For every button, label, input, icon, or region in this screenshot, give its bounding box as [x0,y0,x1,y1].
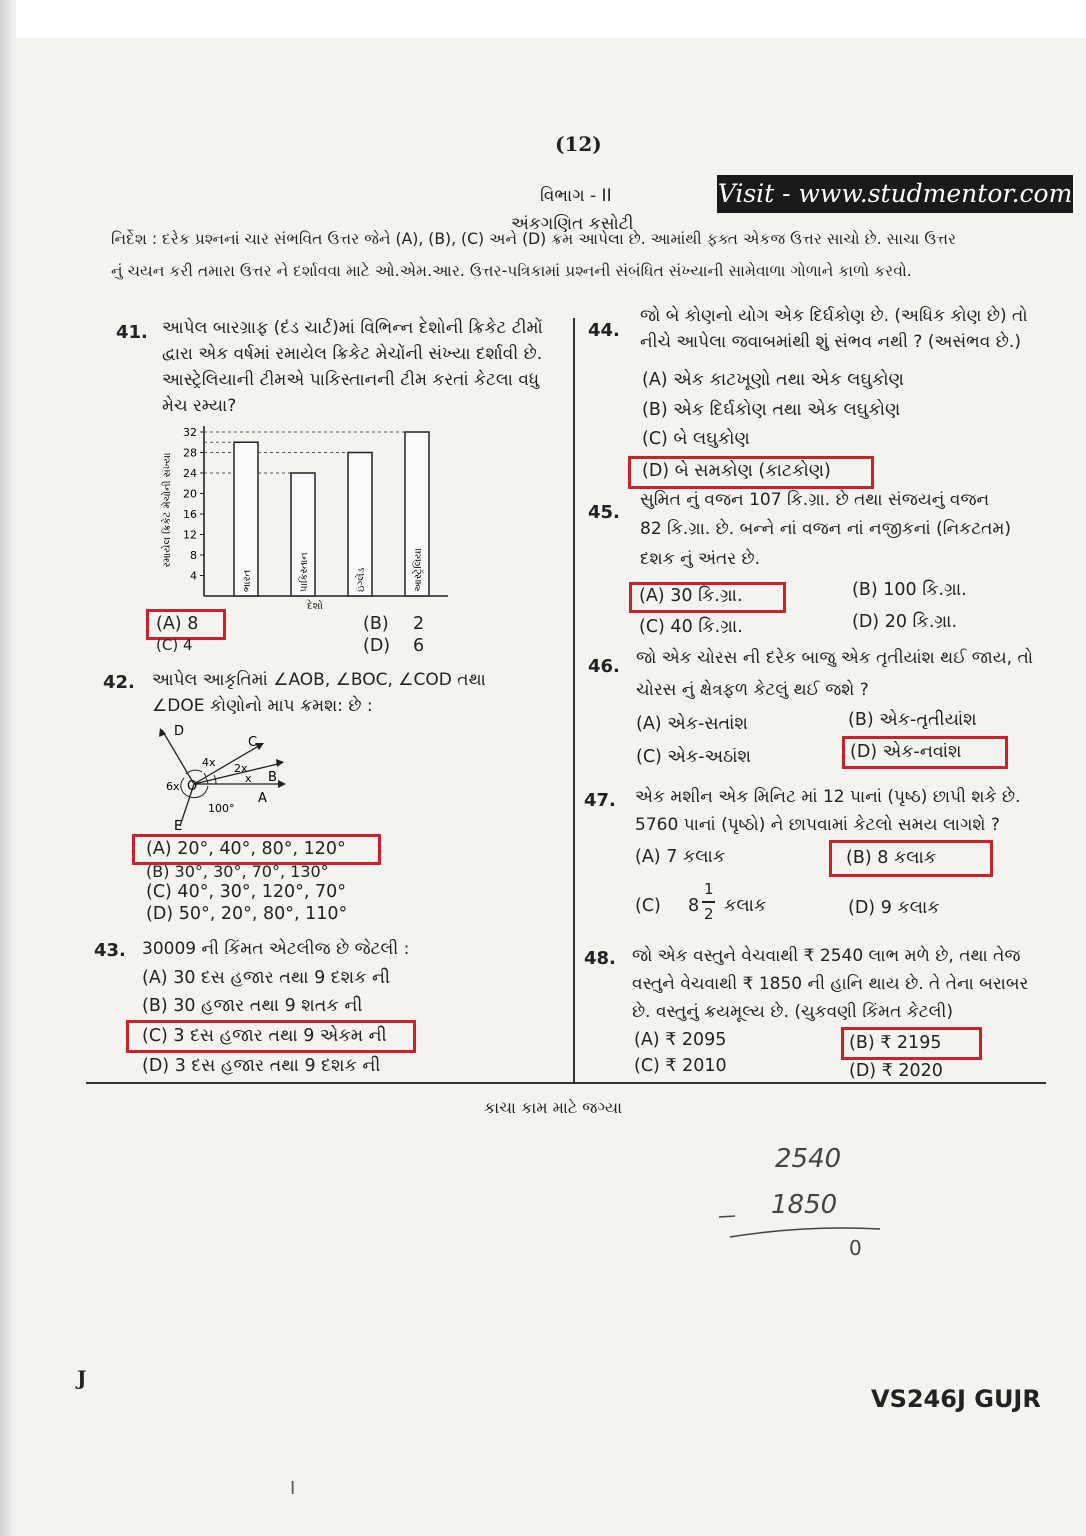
q47-option-d[interactable]: (D) 9 કલાક [848,898,940,918]
handwritten-scribble [715,1125,890,1260]
q44-option-c[interactable]: (C) બે લઘુકોણ [642,429,750,449]
q46-option-a[interactable]: (A) એક-સતાંશ [636,714,748,734]
q46-line-1: જો એક ચોરસ ની દરેક બાજુ એક તૃતીયાંશ થઈ જાય, તો [636,648,1033,668]
label-x: x [245,772,252,785]
q43-option-d[interactable]: (D) 3 દસ હજાર તથા 9 દશક ની [142,1056,381,1076]
y-tick-label: 4 [190,569,197,583]
q47-number: 47. [584,790,616,811]
q45-option-b[interactable]: (B) 100 કિ.ગ્રા. [852,580,967,600]
y-tick-label: 24 [183,467,197,480]
q44-option-a[interactable]: (A) એક કાટખૂણો તથા એક લઘુકોણ [642,370,904,390]
y-tick-label: 20 [183,487,197,501]
watermark-banner[interactable]: Visit - www.studmentor.com [717,175,1073,213]
q43-option-a[interactable]: (A) 30 દસ હજાર તથા 9 દશક ની [142,968,391,988]
q47-option-c[interactable]: (C) [635,896,661,916]
q48-option-a[interactable]: (A) ₹ 2095 [634,1030,727,1050]
q43-stem: 30009 ની કિંમત એટલીજ છે જેટલી : [142,939,410,959]
bar-label-4: આસ્ટ્રેલિયા [413,548,424,592]
q45-line-2: 82 કિ.ગ્રા. છે. બન્ને નાં વજન નાં નજીકનાં (નિકટતમ) [640,519,1012,539]
q47-option-c-unit: કલાક [724,896,767,916]
q48-line-1: જો એક વસ્તુને વેચવાથી ₹ 2540 લાભ મળે છે, તથા તેજ [632,946,1021,966]
bar-label-3: ઇંગ્લેંડ [356,567,367,592]
q44-option-d[interactable]: (D) બે સમકોણ (કાટકોણ) [642,461,831,481]
q48-option-c[interactable]: (C) ₹ 2010 [634,1056,727,1076]
q47-line-1: એક મશીન એક મિનિટ માં 12 પાનાં (પૃષ્ઠ) છાપી શકે છે. [635,787,1021,807]
q44-option-b[interactable]: (B) એક દિર્ઘકોણ તથા એક લઘુકોણ [642,400,901,420]
q45-option-d[interactable]: (D) 20 કિ.ગ્રા. [852,612,958,632]
q42-angle-figure [150,722,310,830]
q41-option-b-value: 2 [413,614,425,634]
bar-label-1: ભારત [242,569,253,592]
scribble-2540: 2540 [775,1144,842,1174]
q42-number: 42. [103,672,135,693]
q47-option-c-whole: 8 [688,896,700,916]
q41-number: 41. [116,322,148,343]
q47-option-c-denominator: 2 [704,905,714,923]
q41-line-1: આપેલ બારગ્રાફ (દંડ ચાર્ટ)માં વિભિન્ન દેશોની ક્રિકેટ ટીમોં [162,318,543,338]
q42-option-b[interactable]: (B) 30°, 30°, 70°, 130° [146,862,329,881]
q47-option-c-numerator: 1 [704,880,714,898]
section-title: અંકગણિત કસોટી [511,214,634,234]
footer-code: VS246J GUJR [871,1385,1041,1413]
q41-option-a[interactable]: (A) 8 [156,614,199,634]
label-e: E [174,819,183,830]
q43-number: 43. [94,940,126,961]
q45-line-3: દશક નું અંતર છે. [640,549,761,569]
q48-line-3: છે. વસ્તુનું ક્રયમૂલ્ય છે. (ચુકવણી કિંમત કેટલી) [632,1002,954,1022]
label-a: A [258,791,267,806]
label-6x: 6x [166,780,180,793]
label-100deg: 100° [208,802,235,815]
q46-line-2: ચોરસ નું ક્ષેત્રફળ કેટલું થઈ જશે ? [636,680,869,700]
q41-line-4: મેચ રમ્યા? [162,396,237,416]
bar-label-2: પાકિસ્તાન [299,552,310,592]
q44-number: 44. [588,320,620,341]
rough-work-label: કાચા કામ માટે જગ્યા [484,1098,623,1117]
q42-option-d[interactable]: (D) 50°, 20°, 80°, 110° [146,904,348,924]
y-tick-label: 16 [183,508,197,521]
chart-xlabel: દેશો [307,601,323,610]
q47-fraction-bar [702,901,715,903]
label-b: B [268,770,277,785]
page-top-margin [0,0,1086,38]
q43-option-c[interactable]: (C) 3 દસ હજાર તથા 9 એકમ ની [142,1026,387,1046]
q43-option-b[interactable]: (B) 30 હજાર તથા 9 શતક ની [142,996,363,1016]
footer-mark: I [290,1478,296,1499]
instructions-line-1: નિર્દેશ : દરેક પ્રશ્નનાં ચાર સંભવિત ઉત્તર જેને (A), (B), (C) અને (D) ક્રમ આપેલા છે. આમાંથી ફક્ત એકજ ઉત્તર સાચો છે. સાચા ઉત્તર [111,230,957,248]
q44-line-2: નીચે આપેલા જવાબમાંથી શું સંભવ નથી ? (અસંભવ છે.) [640,332,1021,352]
q41-option-c[interactable]: (C) 4 [156,636,193,654]
y-tick-label: 32 [183,426,197,439]
label-4x: 4x [202,756,216,769]
q46-option-b[interactable]: (B) એક-તૃતીયાંશ [848,710,977,730]
q42-option-c[interactable]: (C) 40°, 30°, 120°, 70° [146,882,347,902]
chart-ylabel: રમાયેલ ક્રિકેટ મેચોની સંખ્યા [162,452,173,568]
q48-line-2: વસ્તુને વેચવાથી ₹ 1850 ની હાનિ થાય છે. તે તેના બરાબર [632,974,1029,994]
q46-option-c[interactable]: (C) એક-અઠાંશ [636,747,751,767]
q41-option-b[interactable]: (B) [363,614,389,634]
q45-option-c[interactable]: (C) 40 કિ.ગ્રા. [639,617,743,637]
footer-series-letter: J [77,1366,87,1390]
q42-line-1: આપેલ આકૃતિમાં ∠AOB, ∠BOC, ∠COD તથા [152,670,486,690]
q47-line-2: 5760 પાનાં (પૃષ્ઠો) ને છાપવામાં કેટલો સમય લાગશે ? [635,815,1000,835]
q45-line-1: સુમિત નું વજન 107 કિ.ગ્રા. છે તથા સંજયનું વજન [640,490,990,510]
q48-option-b[interactable]: (B) ₹ 2195 [849,1033,942,1053]
label-2x: 2x [234,762,248,775]
q41-option-d[interactable]: (D) [363,636,391,656]
label-o: O [187,779,198,794]
y-tick-label: 8 [190,549,197,562]
q48-option-d[interactable]: (D) ₹ 2020 [849,1061,943,1081]
label-c: C [248,735,258,750]
q47-option-b[interactable]: (B) 8 કલાક [846,848,937,868]
section-label: વિભાગ - II [540,186,612,206]
bottom-rule [86,1082,1046,1084]
q41-line-3: આસ્ટ્રેલિયાની ટીમએ પાકિસ્તાનની ટીમ કરતાં કેટલા વધુ [162,370,540,390]
instructions-line-2: નું ચયન કરી તમારા ઉત્તર ને દર્શાવવા માટે ઓ.એમ.આર. ઉત્તર-પત્રિકામાં પ્રશ્નની સંબંધિત સંખ્યાની સામેવાળા ગોળાને કાળો કરવો. [111,262,912,280]
column-divider [573,318,575,1083]
q45-option-a[interactable]: (A) 30 કિ.ગ્રા. [639,586,743,606]
q41-line-2: દ્વારા એક વર્ષમાં રમાયેલ ક્રિકેટ મેચોંની સંખ્યા દર્શાવી છે. [162,344,543,364]
q42-line-2: ∠DOE કોણોનો માપ ક્રમશ: છે : [152,696,373,716]
page-number: (12) [555,132,602,156]
q46-number: 46. [588,656,620,677]
q41-bar-chart [150,420,460,610]
q45-number: 45. [588,502,620,523]
label-d: D [174,724,185,739]
y-tick-label: 12 [183,528,197,542]
q48-number: 48. [584,948,616,969]
q41-option-d-value: 6 [413,636,425,656]
q47-option-a[interactable]: (A) 7 કલાક [635,847,726,867]
page-left-edge [0,0,16,1536]
scribble-1850: 1850 [771,1190,838,1220]
y-tick-label: 28 [183,446,197,460]
q44-line-1: જો બે કોણનો યોગ એક દિર્ઘકોણ છે. (અધિક કોણ છે) તો [640,306,1028,326]
q42-option-a[interactable]: (A) 20°, 40°, 80°, 120° [146,839,346,859]
scribble-0: 0 [849,1236,862,1260]
q46-option-d[interactable]: (D) એક-નવાંશ [850,742,962,762]
